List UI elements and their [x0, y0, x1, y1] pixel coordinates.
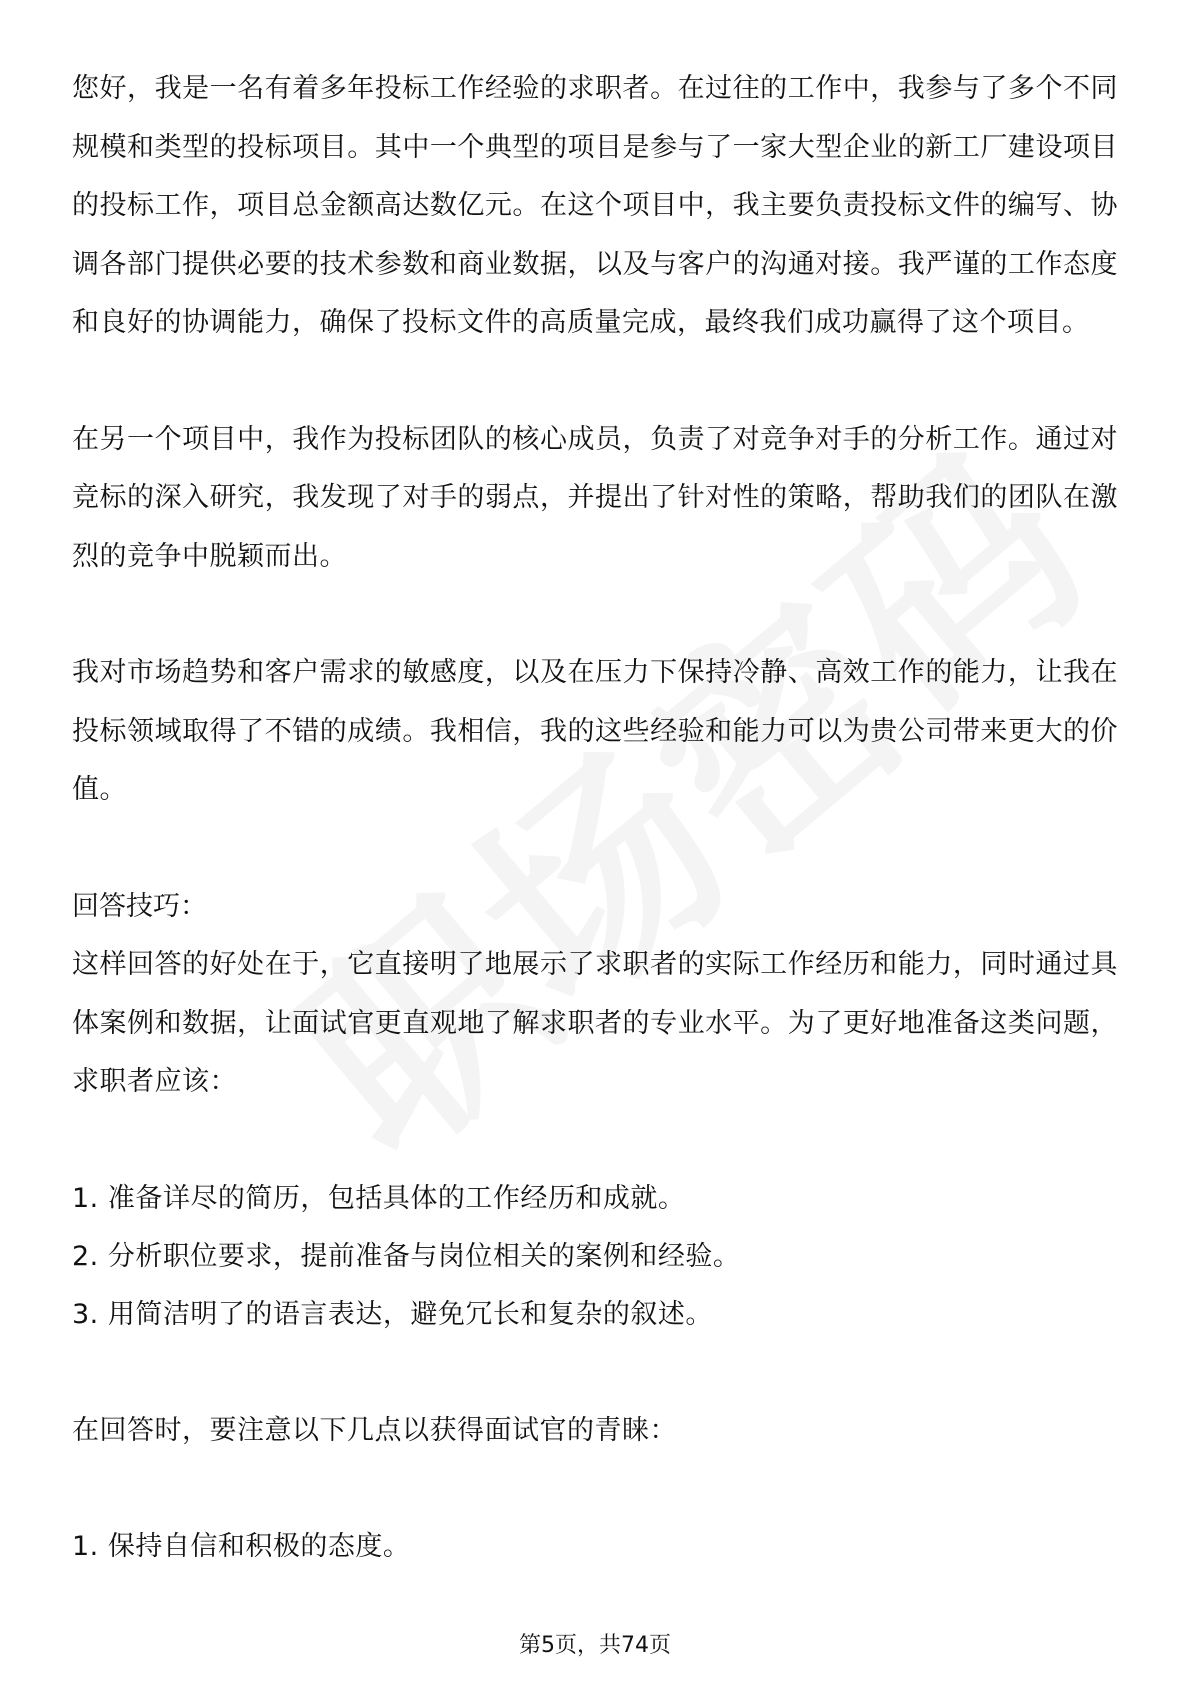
- paragraph-3: 我对市场趋势和客户需求的敏感度，以及在压力下保持冷静、高效工作的能力，让我在投标领域取得了不错的成绩。我相信，我的这些经验和能力可以为贵公司带来更大的价值。: [72, 657, 1118, 805]
- tips-heading: 回答技巧：: [72, 890, 207, 922]
- spacer: [72, 820, 1118, 878]
- paragraph-2: 在另一个项目中，我作为投标团队的核心成员，负责了对竞争对手的分析工作。通过对竞标的深入研究，我发现了对手的弱点，并提出了针对性的策略，帮助我们的团队在激烈的竞争中脱颖而出。: [72, 423, 1118, 572]
- list-item: 1. 准备详尽的简历，包括具体的工作经历和成就。: [72, 1182, 686, 1214]
- tips-paragraph: 这样回答的好处在于，它直接明了地展示了求职者的实际工作经历和能力，同时通过具体案例和数据，让面试官更直观地了解求职者的专业水平。为了更好地准备这类问题，求职者应该：: [72, 949, 1118, 1097]
- list-item: 1. 保持自信和积极的态度。: [72, 1531, 411, 1562]
- spacer: [72, 1344, 1118, 1402]
- attention-intro: 在回答时，要注意以下几点以获得面试官的青睐：: [72, 1414, 677, 1446]
- spacer: [72, 1112, 1118, 1170]
- page-number: 第5页，共74页: [519, 1633, 671, 1658]
- document-content: [72, 60, 1118, 1576]
- prepare-list: [72, 1170, 1118, 1344]
- spacer: [72, 586, 1118, 644]
- spacer: [72, 353, 1118, 411]
- list-item: 2. 分析职位要求，提前准备与岗位相关的案例和经验。: [72, 1240, 741, 1272]
- paragraph-1: 您好，我是一名有着多年投标工作经验的求职者。在过往的工作中，我参与了多个不同规模和类型的投标项目。其中一个典型的项目是参与了一家大型企业的新工厂建设项目的投标工作，项目总金额高达数亿元。在这个项目中，我主要负责投标文件的编写、协调各部门提供必要的技术参数和商业数据，以及与客户的沟通对接。我严谨的工作态度和良好的协调能力，确保了投标文件的高质量完成，最终我们成功赢得了这个项目。: [72, 73, 1118, 338]
- spacer: [72, 1460, 1118, 1518]
- list-item: 3. 用简洁明了的语言表达，避免冗长和复杂的叙述。: [72, 1298, 713, 1330]
- attention-list: [72, 1518, 1118, 1576]
